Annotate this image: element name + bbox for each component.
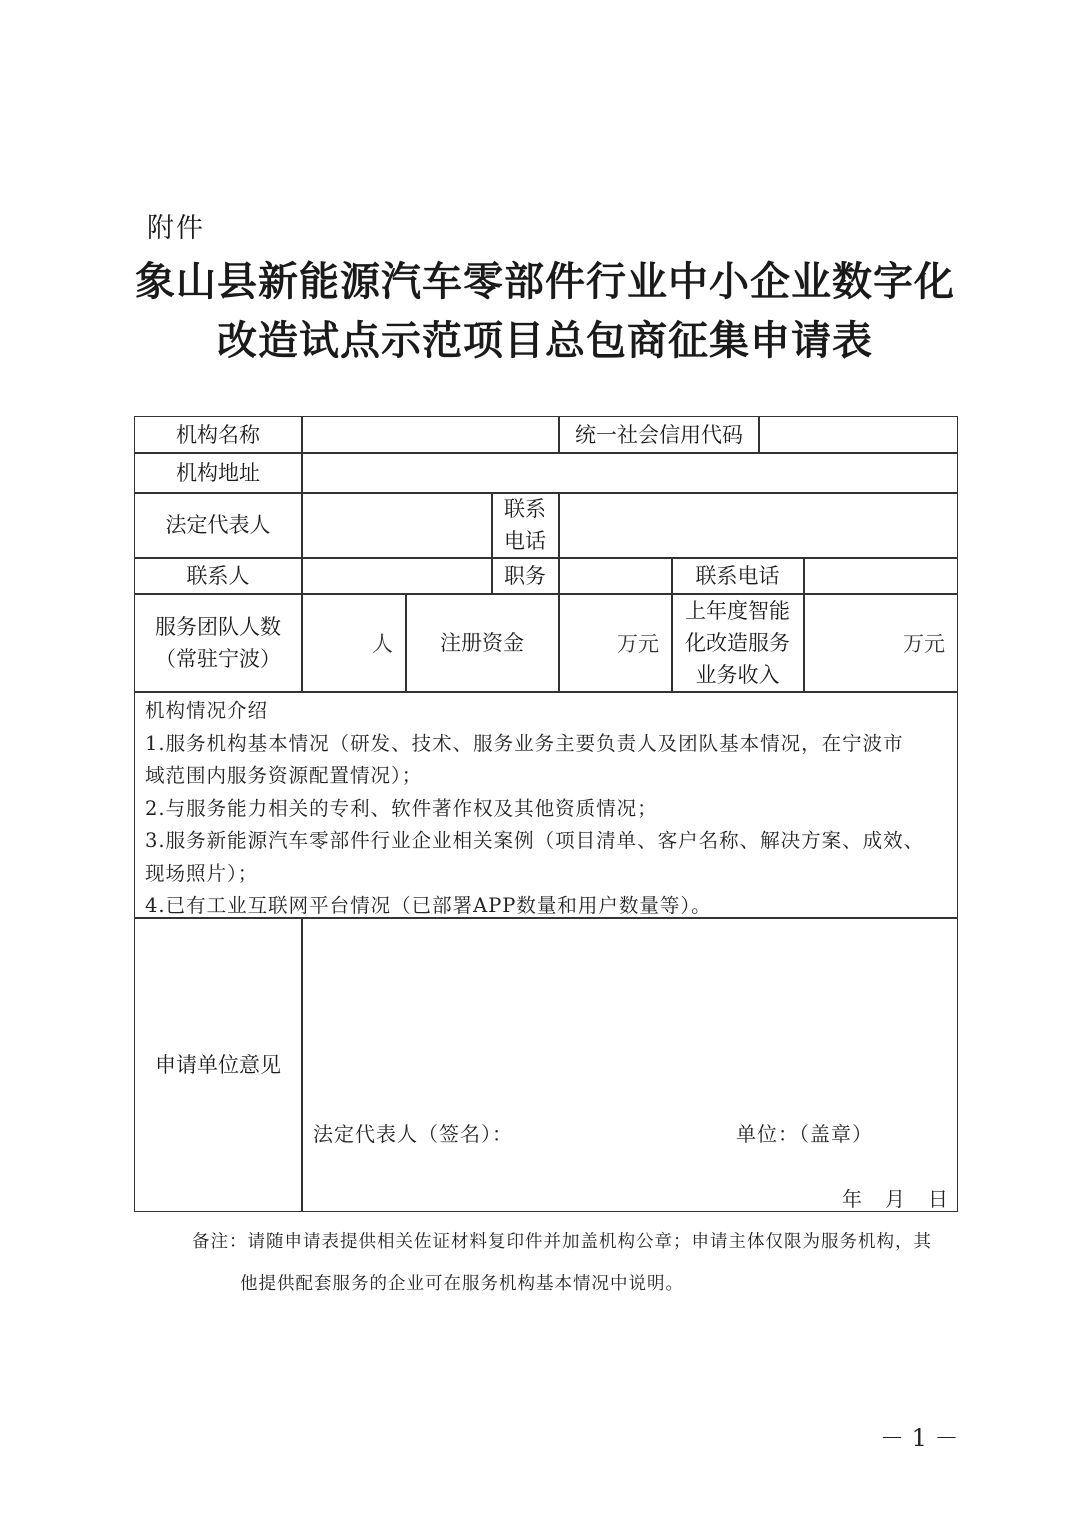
- position-field[interactable]: [560, 559, 669, 592]
- contact-phone-field[interactable]: [805, 559, 955, 592]
- opinion-field[interactable]: [303, 919, 955, 1119]
- intro-item-1a: 1.服务机构基本情况（研发、技术、服务业务主要负责人及团队基本情况，在宁波市: [145, 731, 904, 755]
- rep-phone-label-line2: 电话: [504, 529, 546, 553]
- application-form-table: [134, 416, 958, 1212]
- intro-item-1b: 域范围内服务资源配置情况）；: [145, 764, 423, 787]
- attachment-label: 附件: [147, 213, 205, 244]
- org-address-label: 机构地址: [176, 460, 260, 485]
- revenue-label: [672, 594, 803, 691]
- document-title-line1: 象山县新能源汽车零部件行业中小企业数字化: [135, 259, 955, 305]
- revenue-label-line1: 上年度智能: [685, 598, 790, 623]
- document-title-line2: 改造试点示范项目总包商征集申请表: [217, 318, 873, 364]
- footnote-line2: 他提供配套服务的企业可在服务机构基本情况中说明。: [240, 1274, 684, 1294]
- contact-person-label: 联系人: [186, 563, 250, 588]
- org-name-label: 机构名称: [176, 422, 260, 447]
- legal-rep-field[interactable]: [303, 494, 489, 556]
- reg-capital-field[interactable]: [560, 594, 671, 691]
- org-address-field[interactable]: [303, 454, 955, 491]
- team-size-label-line1: 服务团队人数: [155, 614, 281, 639]
- seal-label: 单位：（盖章）: [736, 1122, 873, 1146]
- team-size-field[interactable]: [303, 594, 405, 691]
- legal-rep-label: 法定代表人: [165, 513, 271, 537]
- position-label: 职务: [504, 563, 546, 588]
- org-intro-section[interactable]: [145, 695, 951, 923]
- credit-code-label: 统一社会信用代码: [575, 422, 743, 447]
- intro-item-3b: 现场照片）；: [145, 861, 259, 885]
- intro-item-3a: 3.服务新能源汽车零部件行业企业相关案例（项目清单、客户名称、解决方案、成效、: [145, 829, 925, 852]
- date-day: 日: [928, 1187, 949, 1211]
- revenue-field[interactable]: [805, 594, 957, 691]
- intro-item-4: 4.已有工业互联网平台情况（已部署APP数量和用户数量等）。: [145, 894, 712, 917]
- team-size-label: [135, 594, 301, 691]
- reg-capital-unit: 万元: [617, 631, 659, 656]
- footnote-line1: 备注：请随申请表提供相关佐证材料复印件并加盖机构公章；申请主体仅限为服务机构，其: [192, 1232, 932, 1252]
- signature-label: 法定代表人（签名）：: [313, 1122, 513, 1146]
- intro-title: 机构情况介绍: [145, 699, 269, 722]
- team-size-label-line2: （常驻宁波）: [155, 646, 281, 671]
- contact-phone-label: 联系电话: [695, 563, 780, 588]
- revenue-label-line3: 业务收入: [695, 662, 780, 687]
- opinion-label: 申请单位意见: [155, 1052, 281, 1077]
- credit-code-field[interactable]: [760, 419, 955, 450]
- revenue-label-line2: 化改造服务: [685, 630, 790, 655]
- revenue-unit: 万元: [903, 631, 945, 656]
- page-number: － 1 －: [880, 1424, 959, 1452]
- team-size-unit: 人: [372, 631, 393, 656]
- intro-item-2: 2.与服务能力相关的专利、软件著作权及其他资质情况；: [145, 796, 658, 820]
- reg-capital-label: 注册资金: [440, 630, 524, 655]
- rep-phone-label: [492, 493, 558, 557]
- date-month: 月: [885, 1187, 906, 1211]
- rep-phone-label-line1: 联系: [504, 497, 546, 521]
- contact-person-field[interactable]: [303, 559, 489, 592]
- date-year: 年: [842, 1187, 863, 1211]
- table-rule: [135, 691, 957, 693]
- rep-phone-field[interactable]: [560, 494, 955, 556]
- org-name-field[interactable]: [303, 419, 556, 450]
